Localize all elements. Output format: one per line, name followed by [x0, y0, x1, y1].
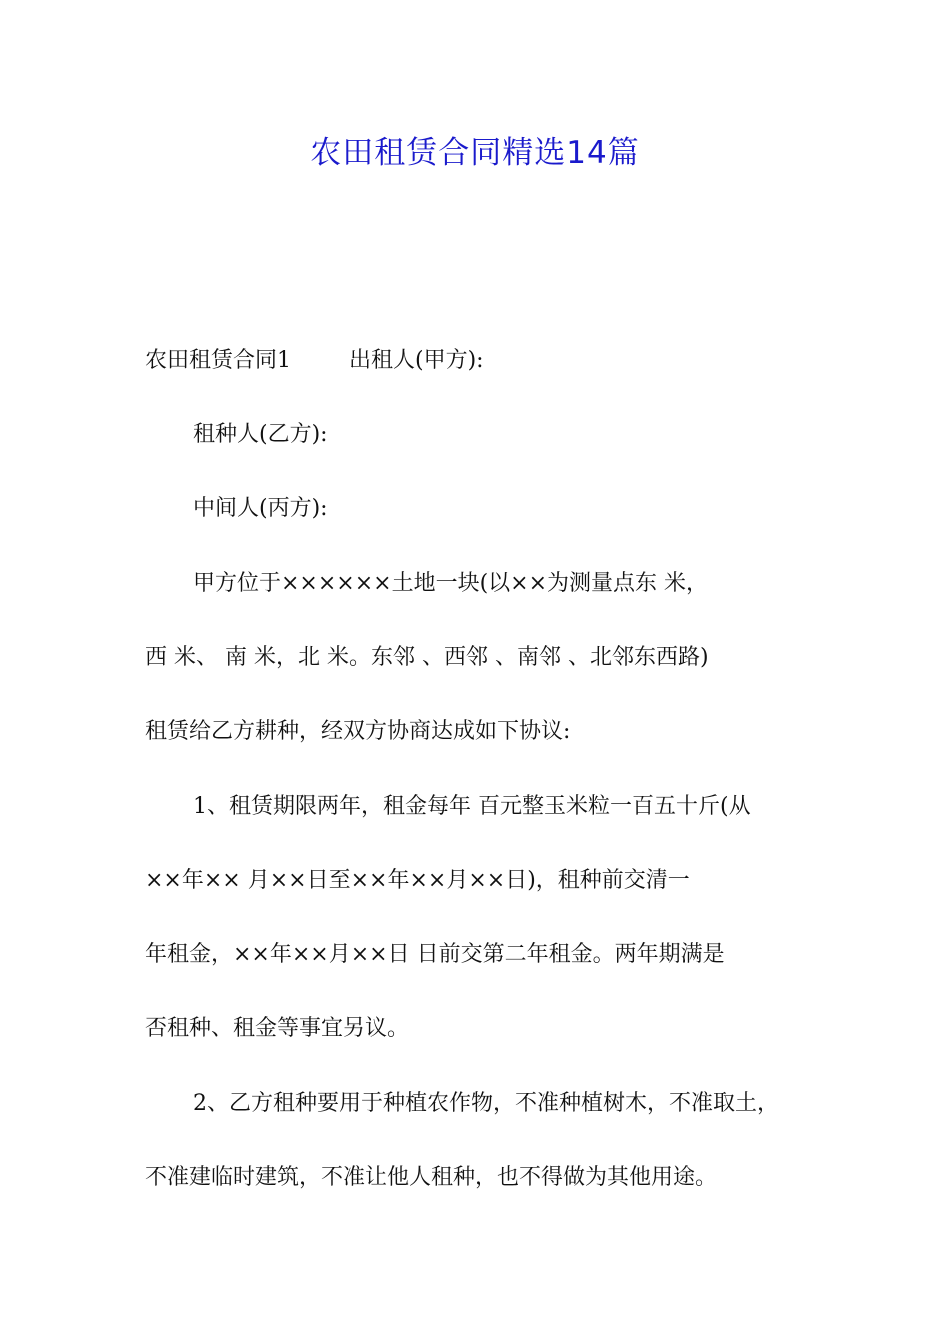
- intermediary-line: 中间人(丙方):: [193, 496, 328, 521]
- contract-heading-line: [145, 341, 484, 381]
- clause-2-line-2: 不准建临时建筑，不准让他人租种，也不得做为其他用途。: [145, 1165, 718, 1190]
- clause-1-line-3: 年租金，××年××月××日 日前交第二年租金。两年期满是: [145, 942, 725, 967]
- clause-1-line-1: 1、租赁期限两年，租金每年 百元整玉米粒一百五十斤(从: [193, 794, 751, 819]
- clause-1-line-4: 否租种、租金等事宜另议。: [145, 1016, 410, 1041]
- paragraph-land-line-1: 甲方位于××××××土地一块(以××为测量点东 米，: [193, 571, 709, 596]
- paragraph-land-line-2: 西 米、 南 米，北 米。东邻 、西邻 、南邻 、北邻东西路): [145, 645, 709, 670]
- clause-2-line-1: 2、乙方租种要用于种植农作物，不准种植树木，不准取土，: [193, 1091, 779, 1116]
- paragraph-land-line-3: 租赁给乙方耕种，经双方协商达成如下协议:: [145, 719, 571, 744]
- contract-number-label: 农田租赁合同1: [145, 348, 291, 373]
- clause-1-line-2: ××年×× 月××日至××年××月××日)，租种前交清一: [145, 868, 690, 893]
- document-title: 农田租赁合同精选14篇: [310, 135, 640, 171]
- lessor-label: 出租人(甲方):: [349, 348, 484, 373]
- tenant-line: 租种人(乙方):: [193, 422, 328, 447]
